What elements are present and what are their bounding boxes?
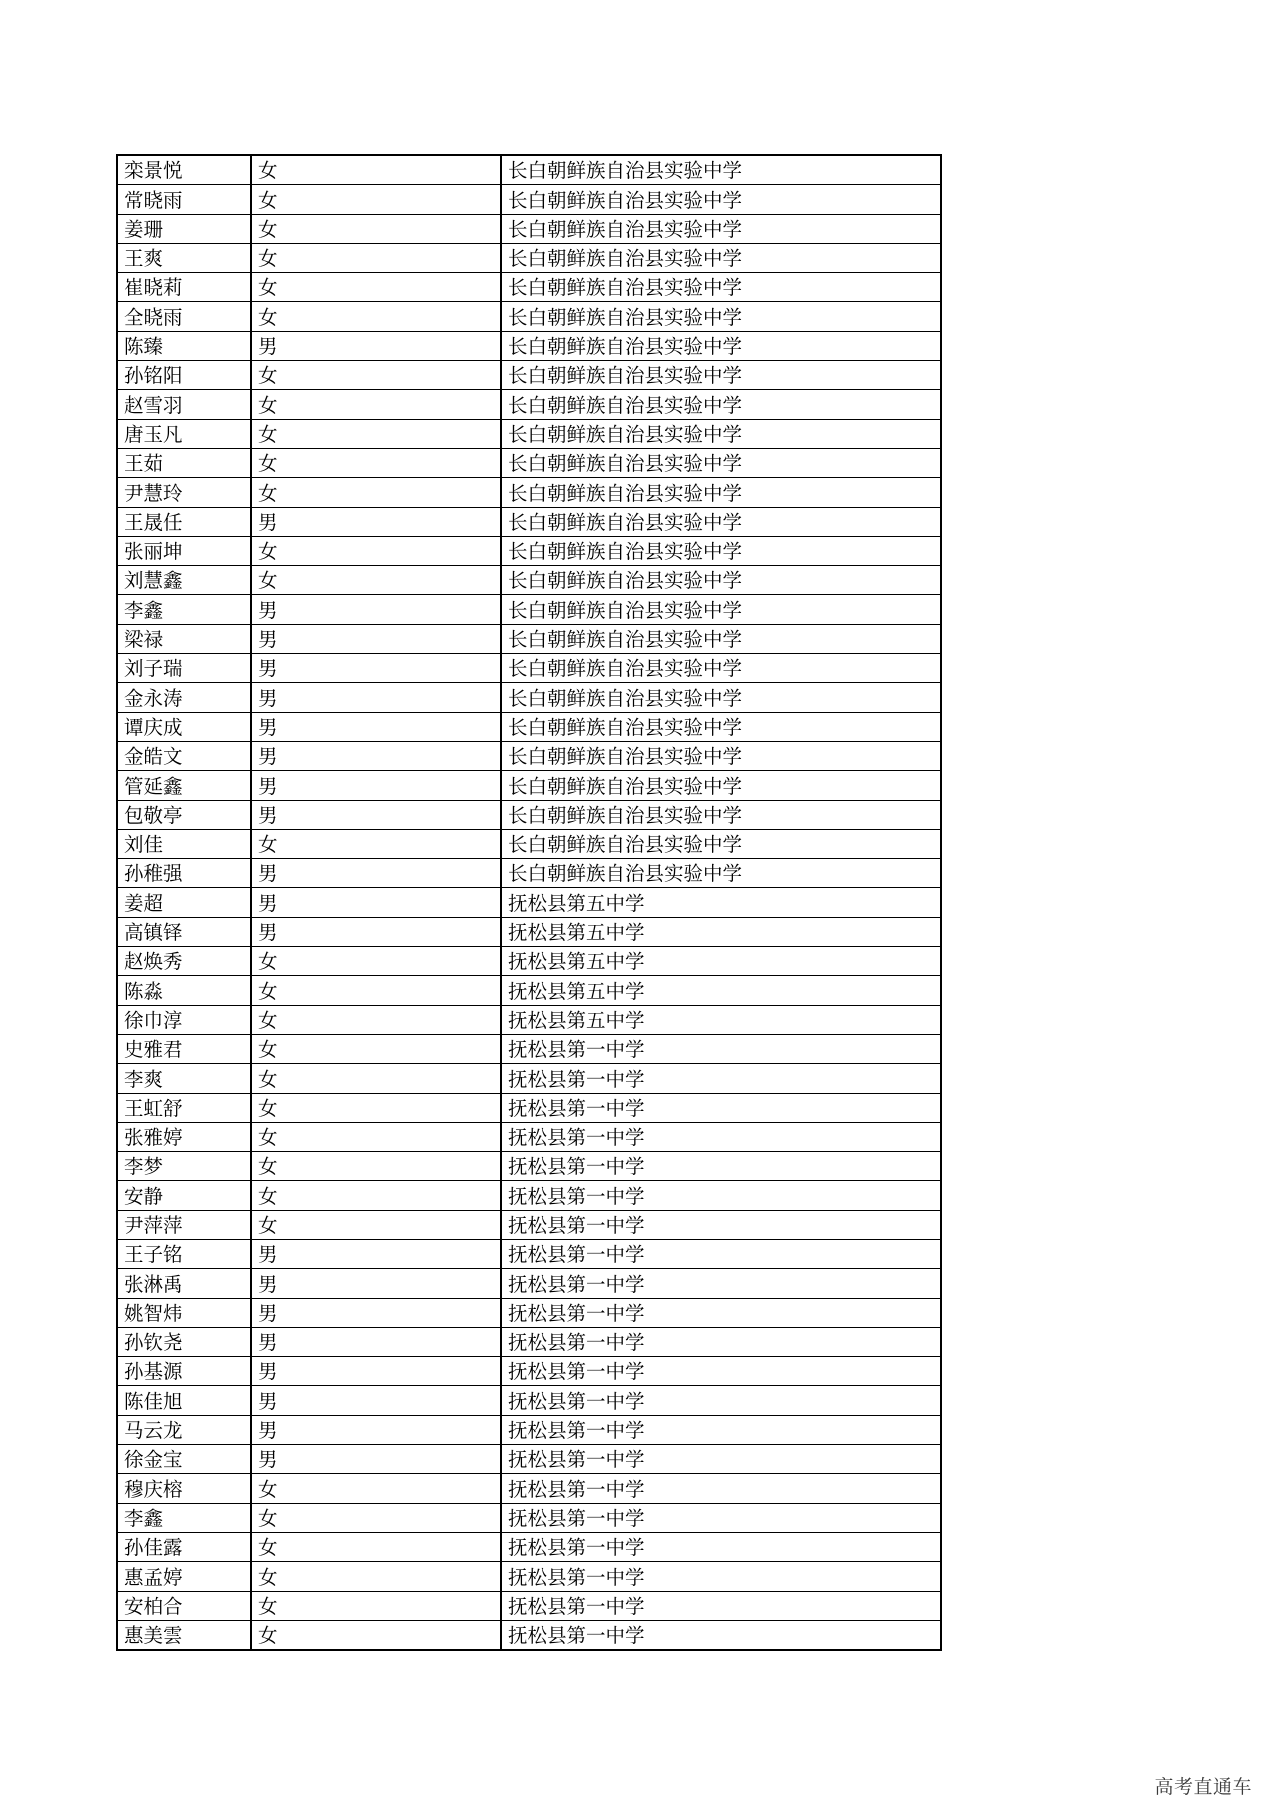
school-cell: 长白朝鲜族自治县实验中学	[501, 712, 941, 741]
name-cell: 惠孟婷	[117, 1562, 251, 1591]
school-cell: 长白朝鲜族自治县实验中学	[501, 595, 941, 624]
school-cell: 抚松县第一中学	[501, 1357, 941, 1386]
table-row	[117, 1093, 941, 1122]
gender-cell: 男	[251, 683, 501, 712]
school-cell: 长白朝鲜族自治县实验中学	[501, 654, 941, 683]
name-cell: 张淋禹	[117, 1269, 251, 1298]
school-cell: 长白朝鲜族自治县实验中学	[501, 448, 941, 477]
table-row	[117, 214, 941, 243]
school-cell: 抚松县第五中学	[501, 888, 941, 917]
name-cell: 谭庆成	[117, 712, 251, 741]
name-cell: 赵焕秀	[117, 947, 251, 976]
table-row	[117, 243, 941, 272]
school-cell: 长白朝鲜族自治县实验中学	[501, 624, 941, 653]
table-row	[117, 1239, 941, 1268]
school-cell: 抚松县第一中学	[501, 1474, 941, 1503]
name-cell: 马云龙	[117, 1415, 251, 1444]
name-cell: 刘慧鑫	[117, 566, 251, 595]
gender-cell: 女	[251, 1093, 501, 1122]
table-row	[117, 947, 941, 976]
gender-cell: 女	[251, 829, 501, 858]
table-row	[117, 771, 941, 800]
gender-cell: 女	[251, 976, 501, 1005]
table-row	[117, 1474, 941, 1503]
table-row	[117, 1122, 941, 1151]
name-cell: 姚智炜	[117, 1298, 251, 1327]
gender-cell: 男	[251, 1415, 501, 1444]
gender-cell: 男	[251, 1386, 501, 1415]
table-row	[117, 888, 941, 917]
table-row	[117, 829, 941, 858]
gender-cell: 男	[251, 331, 501, 360]
gender-cell: 女	[251, 155, 501, 185]
school-cell: 抚松县第一中学	[501, 1034, 941, 1063]
gender-cell: 男	[251, 712, 501, 741]
school-cell: 抚松县第一中学	[501, 1181, 941, 1210]
school-cell: 长白朝鲜族自治县实验中学	[501, 800, 941, 829]
gender-cell: 女	[251, 1562, 501, 1591]
gender-cell: 女	[251, 1532, 501, 1561]
name-cell: 全晓雨	[117, 302, 251, 331]
name-cell: 张丽坤	[117, 536, 251, 565]
name-cell: 姜珊	[117, 214, 251, 243]
table-row	[117, 683, 941, 712]
gender-cell: 女	[251, 273, 501, 302]
table-row	[117, 624, 941, 653]
table-row	[117, 1210, 941, 1239]
gender-cell: 女	[251, 302, 501, 331]
school-cell: 抚松县第一中学	[501, 1445, 941, 1474]
table-row	[117, 1064, 941, 1093]
name-cell: 李鑫	[117, 1503, 251, 1532]
name-cell: 姜超	[117, 888, 251, 917]
gender-cell: 男	[251, 507, 501, 536]
school-cell: 长白朝鲜族自治县实验中学	[501, 741, 941, 770]
school-cell: 抚松县第一中学	[501, 1532, 941, 1561]
table-row	[117, 1532, 941, 1561]
table-row	[117, 859, 941, 888]
name-cell: 孙基源	[117, 1357, 251, 1386]
gender-cell: 女	[251, 1034, 501, 1063]
gender-cell: 男	[251, 1445, 501, 1474]
school-cell: 抚松县第五中学	[501, 976, 941, 1005]
name-cell: 陈臻	[117, 331, 251, 360]
table-row	[117, 448, 941, 477]
table-row	[117, 1415, 941, 1444]
school-cell: 抚松县第五中学	[501, 947, 941, 976]
table-row	[117, 185, 941, 214]
gender-cell: 男	[251, 1357, 501, 1386]
name-cell: 金永涛	[117, 683, 251, 712]
table-row	[117, 155, 941, 185]
gender-cell: 女	[251, 185, 501, 214]
gender-cell: 男	[251, 859, 501, 888]
school-cell: 长白朝鲜族自治县实验中学	[501, 478, 941, 507]
gender-cell: 女	[251, 1620, 501, 1650]
school-cell: 长白朝鲜族自治县实验中学	[501, 859, 941, 888]
table-row	[117, 1620, 941, 1650]
name-cell: 穆庆榕	[117, 1474, 251, 1503]
school-cell: 长白朝鲜族自治县实验中学	[501, 419, 941, 448]
gender-cell: 女	[251, 361, 501, 390]
gender-cell: 女	[251, 1474, 501, 1503]
name-cell: 赵雪羽	[117, 390, 251, 419]
name-cell: 梁禄	[117, 624, 251, 653]
school-cell: 抚松县第一中学	[501, 1269, 941, 1298]
table-row	[117, 1503, 941, 1532]
school-cell: 长白朝鲜族自治县实验中学	[501, 331, 941, 360]
table-row	[117, 1298, 941, 1327]
school-cell: 长白朝鲜族自治县实验中学	[501, 536, 941, 565]
school-cell: 长白朝鲜族自治县实验中学	[501, 214, 941, 243]
name-cell: 尹慧玲	[117, 478, 251, 507]
gender-cell: 男	[251, 917, 501, 946]
school-cell: 抚松县第一中学	[501, 1503, 941, 1532]
school-cell: 长白朝鲜族自治县实验中学	[501, 155, 941, 185]
gender-cell: 女	[251, 1210, 501, 1239]
name-cell: 徐金宝	[117, 1445, 251, 1474]
gender-cell: 男	[251, 1298, 501, 1327]
name-cell: 高镇铎	[117, 917, 251, 946]
table-row	[117, 1269, 941, 1298]
gender-cell: 女	[251, 1181, 501, 1210]
school-cell: 抚松县第一中学	[501, 1620, 941, 1650]
table-row	[117, 800, 941, 829]
gender-cell: 女	[251, 566, 501, 595]
table-row	[117, 1152, 941, 1181]
gender-cell: 女	[251, 947, 501, 976]
name-cell: 李爽	[117, 1064, 251, 1093]
name-cell: 常晓雨	[117, 185, 251, 214]
school-cell: 抚松县第五中学	[501, 1005, 941, 1034]
name-cell: 王爽	[117, 243, 251, 272]
name-cell: 刘佳	[117, 829, 251, 858]
table-row	[117, 390, 941, 419]
name-cell: 尹萍萍	[117, 1210, 251, 1239]
name-cell: 安静	[117, 1181, 251, 1210]
gender-cell: 男	[251, 654, 501, 683]
table-row	[117, 273, 941, 302]
gender-cell: 女	[251, 243, 501, 272]
table-row	[117, 302, 941, 331]
name-cell: 陈佳旭	[117, 1386, 251, 1415]
gender-cell: 女	[251, 419, 501, 448]
school-cell: 长白朝鲜族自治县实验中学	[501, 185, 941, 214]
name-cell: 管延鑫	[117, 771, 251, 800]
table-row	[117, 536, 941, 565]
table-row	[117, 1005, 941, 1034]
name-cell: 徐巾淳	[117, 1005, 251, 1034]
school-cell: 抚松县第一中学	[501, 1064, 941, 1093]
gender-cell: 女	[251, 1503, 501, 1532]
gender-cell: 女	[251, 1122, 501, 1151]
school-cell: 长白朝鲜族自治县实验中学	[501, 243, 941, 272]
school-cell: 长白朝鲜族自治县实验中学	[501, 683, 941, 712]
gender-cell: 男	[251, 888, 501, 917]
table-row	[117, 1562, 941, 1591]
gender-cell: 女	[251, 390, 501, 419]
table-row	[117, 595, 941, 624]
gender-cell: 男	[251, 800, 501, 829]
name-cell: 王晟任	[117, 507, 251, 536]
roster-table	[116, 154, 942, 1651]
table-row	[117, 917, 941, 946]
school-cell: 长白朝鲜族自治县实验中学	[501, 361, 941, 390]
school-cell: 长白朝鲜族自治县实验中学	[501, 302, 941, 331]
table-row	[117, 741, 941, 770]
name-cell: 张雅婷	[117, 1122, 251, 1151]
school-cell: 抚松县第一中学	[501, 1562, 941, 1591]
name-cell: 孙铭阳	[117, 361, 251, 390]
table-row	[117, 566, 941, 595]
name-cell: 孙稚强	[117, 859, 251, 888]
gender-cell: 男	[251, 624, 501, 653]
school-cell: 长白朝鲜族自治县实验中学	[501, 829, 941, 858]
gender-cell: 女	[251, 214, 501, 243]
name-cell: 惠美雲	[117, 1620, 251, 1650]
name-cell: 崔晓莉	[117, 273, 251, 302]
name-cell: 唐玉凡	[117, 419, 251, 448]
school-cell: 抚松县第一中学	[501, 1239, 941, 1268]
school-cell: 长白朝鲜族自治县实验中学	[501, 566, 941, 595]
school-cell: 抚松县第一中学	[501, 1298, 941, 1327]
name-cell: 孙钦尧	[117, 1327, 251, 1356]
table-row	[117, 1181, 941, 1210]
watermark-text: 高考直通车	[1154, 1776, 1252, 1798]
name-cell: 孙佳露	[117, 1532, 251, 1561]
school-cell: 抚松县第一中学	[501, 1152, 941, 1181]
gender-cell: 男	[251, 741, 501, 770]
table-row	[117, 1034, 941, 1063]
school-cell: 抚松县第五中学	[501, 917, 941, 946]
school-cell: 长白朝鲜族自治县实验中学	[501, 771, 941, 800]
table-row	[117, 1386, 941, 1415]
name-cell: 王子铭	[117, 1239, 251, 1268]
table-row	[117, 976, 941, 1005]
school-cell: 抚松县第一中学	[501, 1210, 941, 1239]
name-cell: 李梦	[117, 1152, 251, 1181]
table-row	[117, 1357, 941, 1386]
gender-cell: 男	[251, 1239, 501, 1268]
school-cell: 抚松县第一中学	[501, 1415, 941, 1444]
table-row	[117, 1591, 941, 1620]
gender-cell: 女	[251, 536, 501, 565]
gender-cell: 女	[251, 1064, 501, 1093]
table-row	[117, 419, 941, 448]
table-row	[117, 507, 941, 536]
table-row	[117, 1445, 941, 1474]
gender-cell: 男	[251, 1327, 501, 1356]
gender-cell: 女	[251, 478, 501, 507]
gender-cell: 女	[251, 448, 501, 477]
table-row	[117, 331, 941, 360]
name-cell: 史雅君	[117, 1034, 251, 1063]
school-cell: 长白朝鲜族自治县实验中学	[501, 273, 941, 302]
table-row	[117, 712, 941, 741]
table-row	[117, 1327, 941, 1356]
school-cell: 抚松县第一中学	[501, 1093, 941, 1122]
school-cell: 长白朝鲜族自治县实验中学	[501, 507, 941, 536]
gender-cell: 女	[251, 1591, 501, 1620]
gender-cell: 男	[251, 771, 501, 800]
school-cell: 抚松县第一中学	[501, 1591, 941, 1620]
name-cell: 王虹舒	[117, 1093, 251, 1122]
name-cell: 安柏合	[117, 1591, 251, 1620]
gender-cell: 女	[251, 1005, 501, 1034]
name-cell: 王茹	[117, 448, 251, 477]
gender-cell: 男	[251, 1269, 501, 1298]
name-cell: 栾景悦	[117, 155, 251, 185]
name-cell: 陈淼	[117, 976, 251, 1005]
name-cell: 金皓文	[117, 741, 251, 770]
table-row	[117, 478, 941, 507]
table-row	[117, 654, 941, 683]
gender-cell: 男	[251, 595, 501, 624]
school-cell: 抚松县第一中学	[501, 1386, 941, 1415]
name-cell: 刘子瑞	[117, 654, 251, 683]
table-row	[117, 361, 941, 390]
school-cell: 抚松县第一中学	[501, 1122, 941, 1151]
school-cell: 抚松县第一中学	[501, 1327, 941, 1356]
roster-body	[117, 155, 941, 1650]
name-cell: 李鑫	[117, 595, 251, 624]
gender-cell: 女	[251, 1152, 501, 1181]
name-cell: 包敬亭	[117, 800, 251, 829]
school-cell: 长白朝鲜族自治县实验中学	[501, 390, 941, 419]
